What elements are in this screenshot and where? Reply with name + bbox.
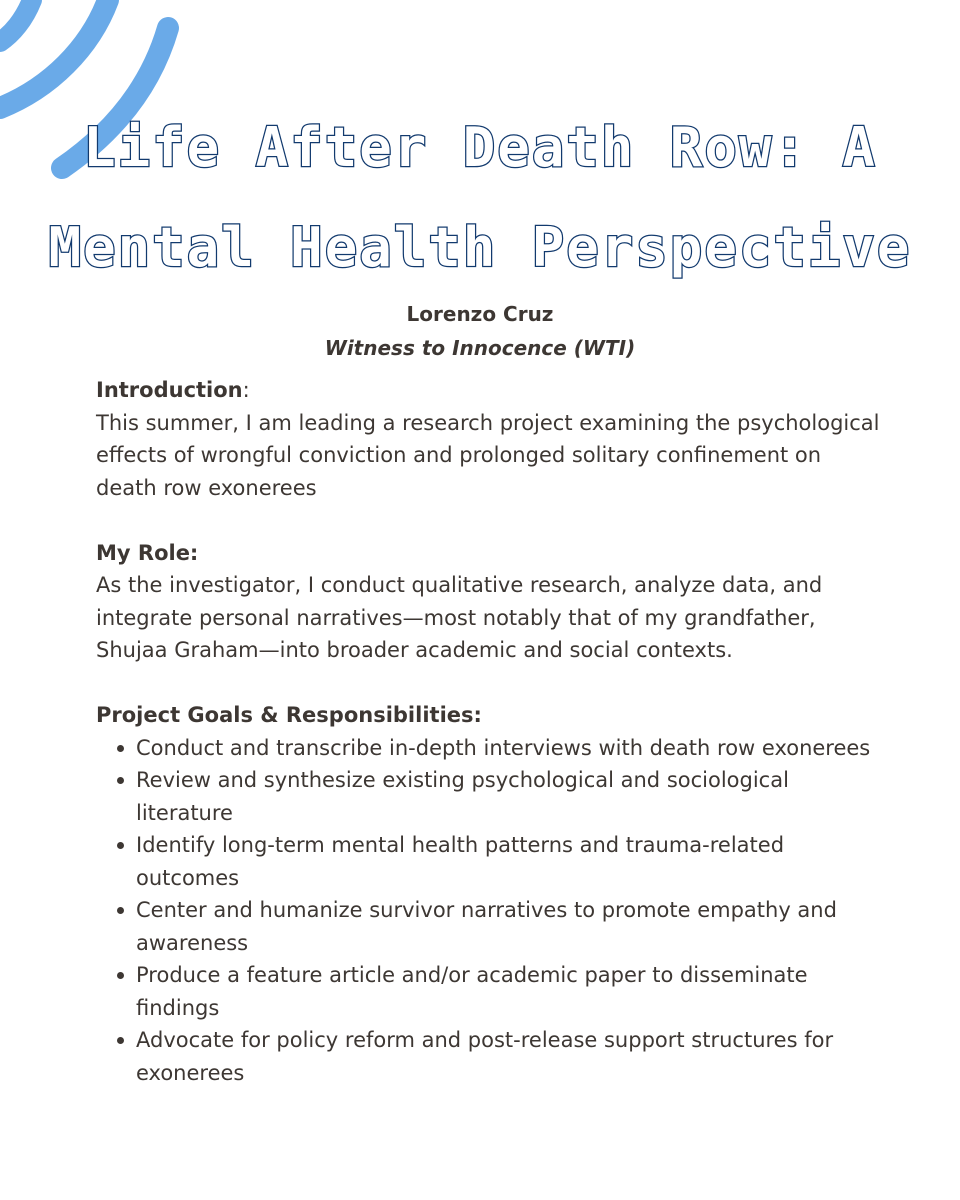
document-body	[96, 374, 886, 1089]
list-item	[96, 829, 886, 894]
list-item-text: Conduct and transcribe in-depth interviews with death row exonerees	[136, 735, 871, 760]
bullet-icon	[117, 842, 124, 849]
introduction-text: This summer, I am leading a research project examining the psychological effects of wrongful conviction and prolonged solitary confinement on death row exonerees	[96, 410, 880, 500]
introduction-heading: Introduction	[96, 378, 243, 402]
title-line-2: Mental Health Perspective	[48, 216, 912, 279]
list-item	[96, 1024, 886, 1089]
list-item-text: Identify long-term mental health patterns and trauma-related outcomes	[136, 833, 785, 890]
list-item	[96, 894, 886, 959]
list-item-text: Review and synthesize existing psychological and sociological literature	[136, 768, 789, 825]
swirl-stroke-inner	[0, 0, 32, 42]
introduction-heading-line	[96, 374, 886, 407]
section-spacer	[96, 667, 886, 700]
organization-name: Witness to Innocence (WTI)	[324, 336, 636, 360]
list-item	[96, 959, 886, 1024]
list-item-text: Advocate for policy reform and post-release support structures for exonerees	[136, 1028, 834, 1085]
role-heading: My Role:	[96, 540, 199, 565]
list-item	[96, 764, 886, 829]
bullet-icon	[117, 745, 124, 752]
introduction-heading-colon: :	[242, 378, 250, 402]
list-item-text: Produce a feature article and/or academic paper to disseminate findings	[136, 963, 808, 1020]
list-item-text: Center and humanize survivor narratives to promote empathy and awareness	[136, 898, 837, 955]
title-line-1: Life After Death Row: A	[83, 116, 877, 179]
list-item	[96, 732, 886, 765]
bullet-icon	[117, 907, 124, 914]
bullet-icon	[117, 777, 124, 784]
role-text: As the investigator, I conduct qualitative research, analyze data, and integrate personal narratives—most notably that of my grandfather, Shujaa Graham—into broader academic and social contexts.	[96, 573, 823, 662]
page-title	[0, 98, 960, 298]
goals-heading: Project Goals & Responsibilities:	[96, 703, 482, 727]
bullet-icon	[117, 1037, 124, 1044]
bullet-icon	[117, 972, 124, 979]
author-name: Lorenzo Cruz	[406, 302, 554, 326]
section-spacer	[96, 504, 886, 537]
goals-list	[96, 732, 886, 1090]
